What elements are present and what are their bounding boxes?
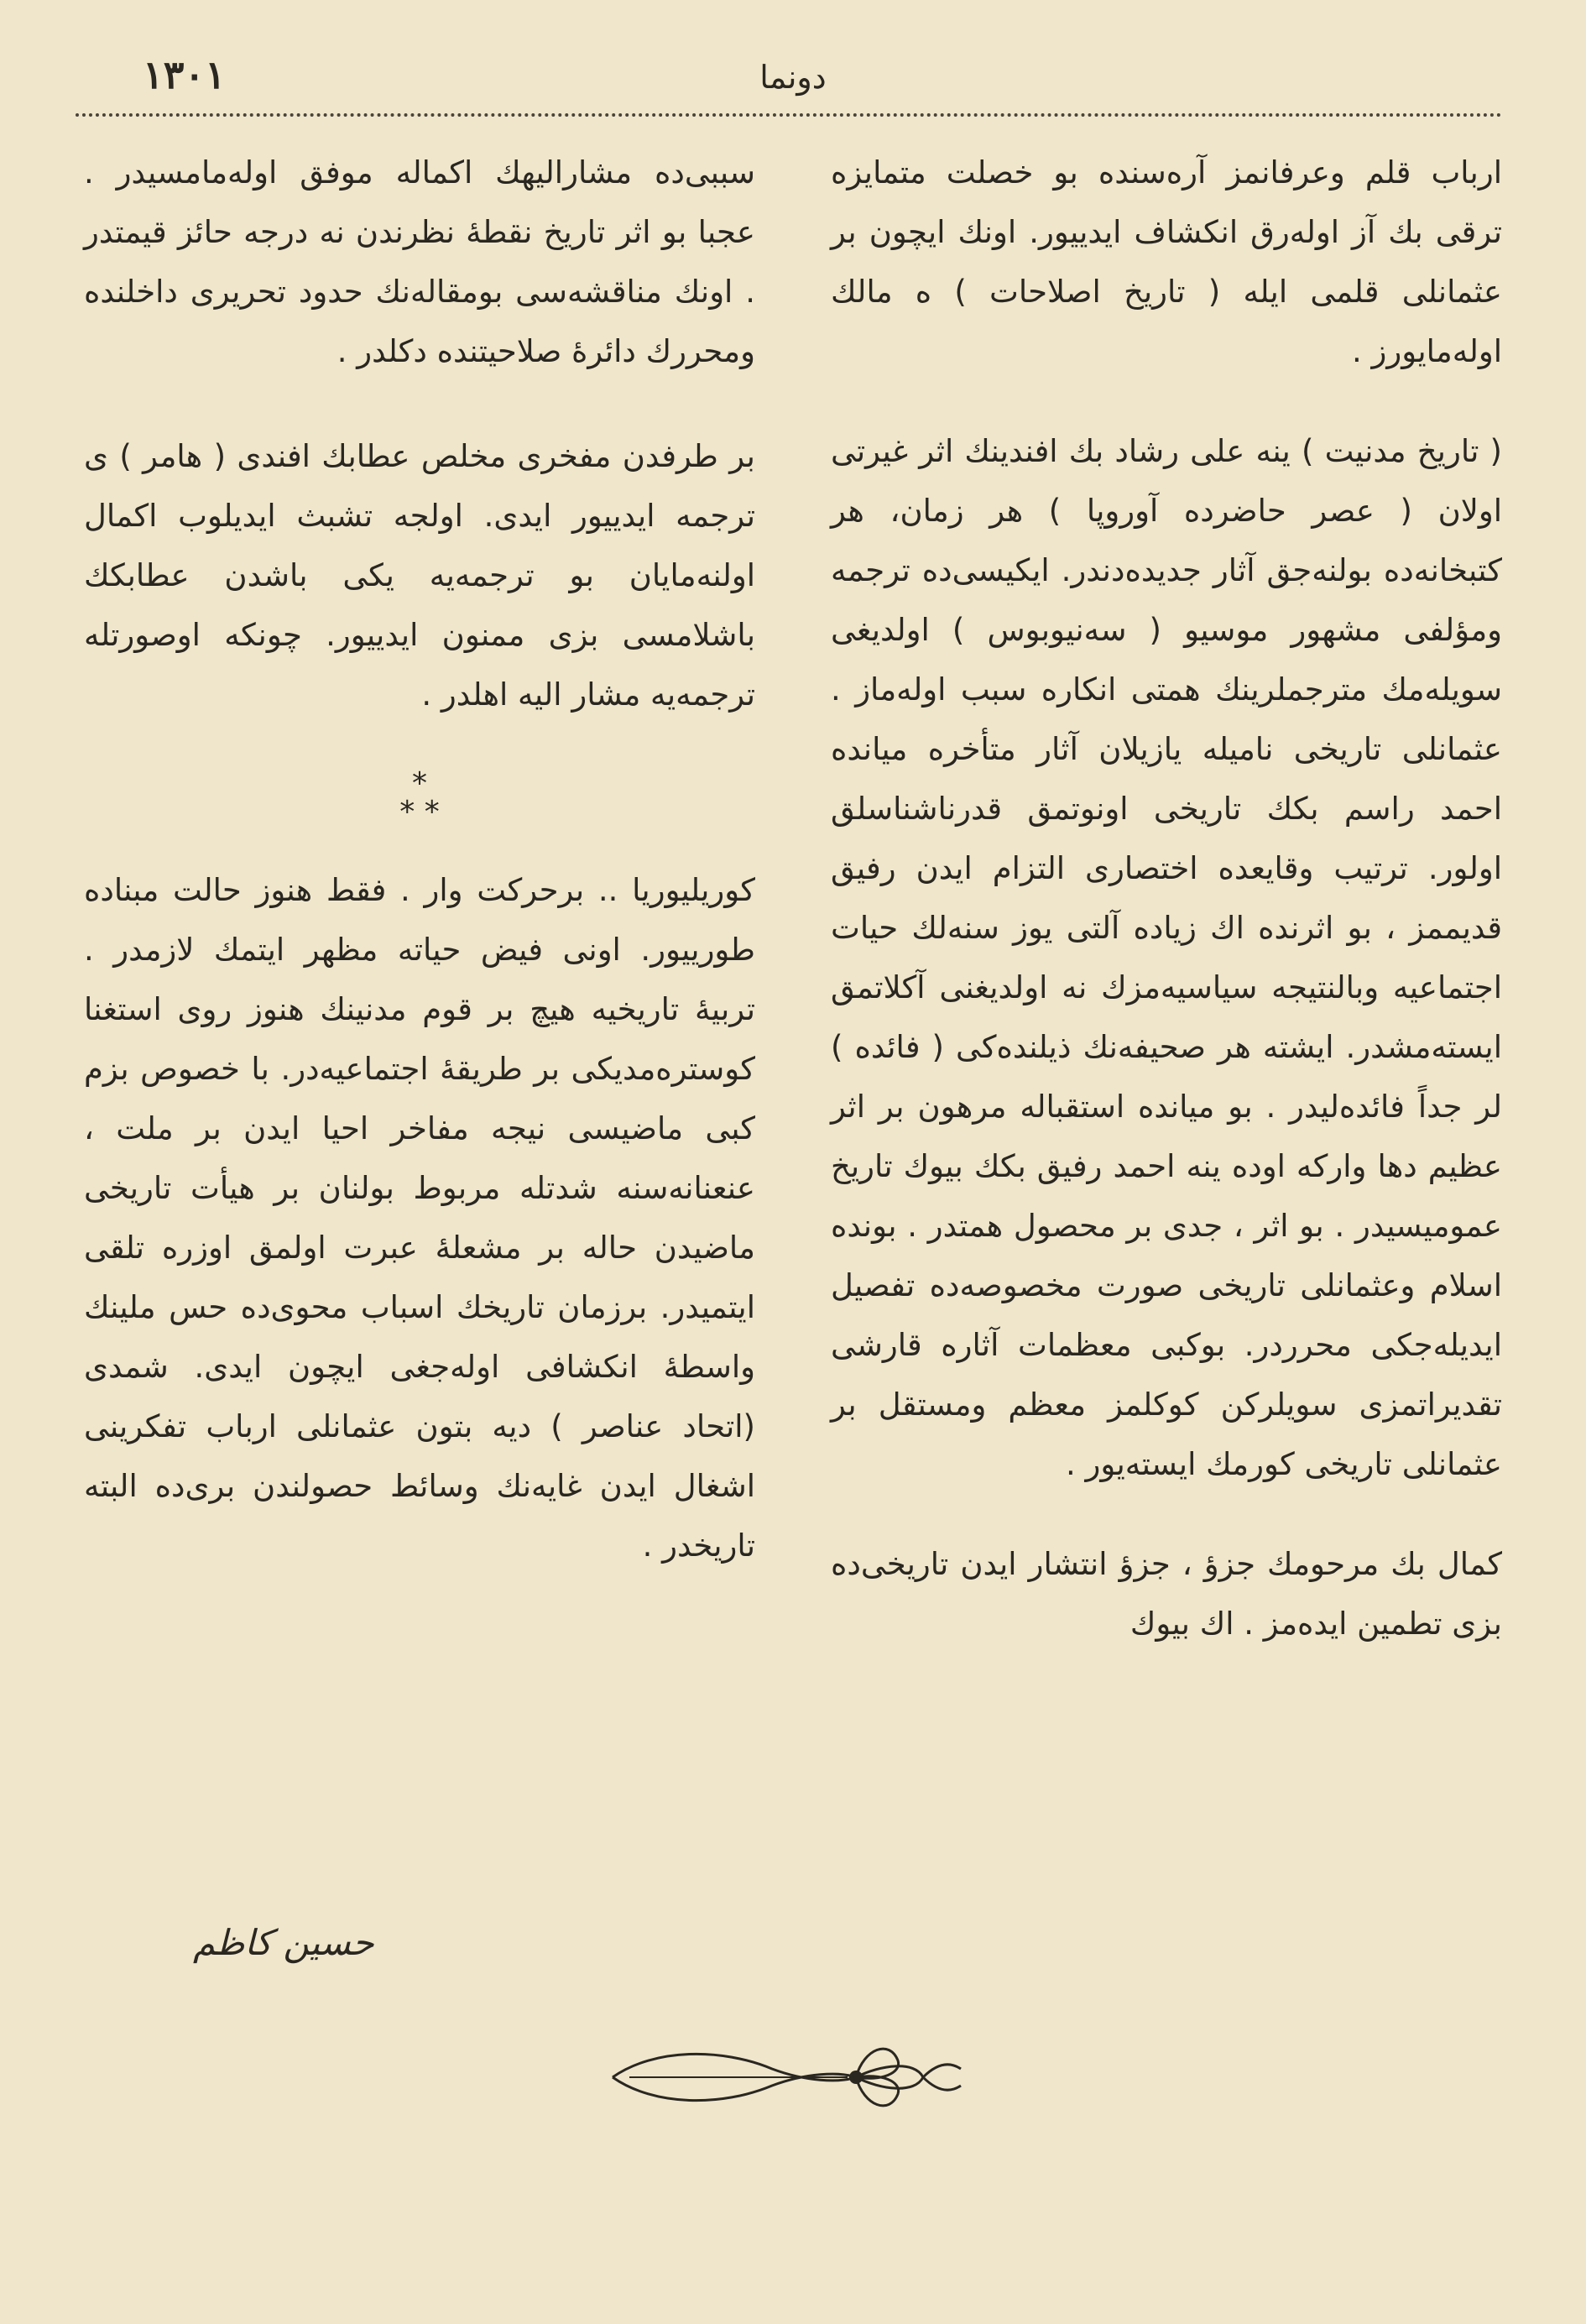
floral-tailpiece-ornament xyxy=(604,2031,973,2123)
asterism-separator: * * * xyxy=(399,766,440,829)
left-text-column xyxy=(84,143,755,1621)
running-title: دونما xyxy=(759,59,827,96)
paragraph: ارباب قلم وعرفانمز آره‌سنده بو خصلت متمایزه ترقی بك آز اوله‌رق انکشاف ایدییور. اونك ایچون بر عثمانلی قلمی ایله ( تاریخ اصلاحات ) ه مالك اوله‌مایورز . xyxy=(831,154,1502,369)
page-number: ۱۳۰۱ xyxy=(143,52,226,97)
paragraph: بر طرفدن مفخری مخلص عطابك افندی ( هامر ) ی ترجمه ایدییور ایدی. اولجه تشبث ایدیلوب اکمال اولنه‌مایان بو ترجمه‌یه یکی باشدن عطابکك باشلامسی بزی ممنون ایدییور. چونکه اوصورتله ترجمه‌یه مشار الیه اهلدر . xyxy=(84,438,755,713)
paragraph: سببی‌ده مشارالیهك اکماله موفق اوله‌مامسیدر . عجبا بو اثر تاریخ نقطه‌ٔ نظرندن نه درجه حائز قیمتدر . اونك مناقشه‌سی بومقاله‌نك حدود تحریری داخلنده ومحررك دائره‌ٔ صلاحیتنده دکلدر . xyxy=(84,154,755,369)
right-text-column xyxy=(831,143,1502,1699)
paragraph: کمال بك مرحومك جزؤ ، جزؤ انتشار ایدن تاریخی‌ده بزی تطمین ایده‌مز . اك بیوك xyxy=(831,1546,1502,1642)
paragraph: ( تاریخ مدنیت ) ینه علی رشاد بك افندینك اثر غیرتی اولان ( عصر حاضرده آوروپا ) هر زمان، هر کتبخانه‌ده بولنه‌جق آثار جدیده‌دندر. ایکیسی‌ده ترجمه ومؤلفی مشهور موسیو ( سه‌نیوبوس ) اولدیغی سویله‌مك مترجملرینك همتی انکاره سبب اوله‌ماز . عثمانلی تاریخی نامیله یازیلان آثار متأخره میانده احمد راسم بکك تاریخی اونوتمق قدرناشناسلق اولور. ترتیب وقایعده اختصاری التزام ایدن رفیق قدیممز ، بو اثرنده اك زیاده آلتی یوز سنه‌لك حیات اجتماعیه وبالنتیجه سیاسیه‌مزك نه اولدیغنی آکلاتمق ایسته‌مشدر. ایشته هر صحیفه‌نك ذیلنده‌کی ( فائده ) لر جداً فائده‌لیدر . بو میانده استقباله مرهون بر اثر عظیم دها وارکه اوده ینه احمد رفیق بکك بیوك تاریخ عمومیسیدر . بو اثر ، جدی بر محصول همتدر . بونده اسلام وعثمانلی تاریخی صورت مخصوصه‌ده تفصیل ایدیله‌جکی محرردر. بوکبی معظمات آثاره قارشی تقدیراتمزی سویلرکن کوکلمز معظم ومستقل بر عثمانلی تاریخی کورمك ایسته‌یور . xyxy=(831,433,1502,1482)
paragraph: کوریلیوریا .. برحرکت وار . فقط هنوز حالت مبناده طورییور. اونی فیض حیاته مظهر ایتمك لازمدر . تربیه‌ٔ تاریخیه هیچ بر قوم مدنینك هنوز روی استغنا کوستره‌مدیکی بر طریقه‌ٔ اجتماعیه‌در. با خصوص بزم کبی ماضیسی نیجه مفاخر احیا ایدن بر ملت ، عنعنانه‌سنه شدتله مربوط بولنان بر هیأت تاریخی ماضیدن حاله بر مشعله‌ٔ عبرت اولمق اوزره تلقی ایتمیدر. برزمان تاریخك اسباب محوی‌ده حس ملینك واسطه‌ٔ انکشافی اوله‌جغی ایچون ایدی. شمدی (اتحاد عناصر ) دیه بتون عثمانلی ارباب تفکرینی اشغال ایدن غایه‌نك وسائط حصولندن بری‌ده البته تاریخدر . xyxy=(84,872,755,1564)
author-signature: حسین کاظم xyxy=(193,1922,374,1963)
header-dotted-rule xyxy=(76,113,1502,117)
